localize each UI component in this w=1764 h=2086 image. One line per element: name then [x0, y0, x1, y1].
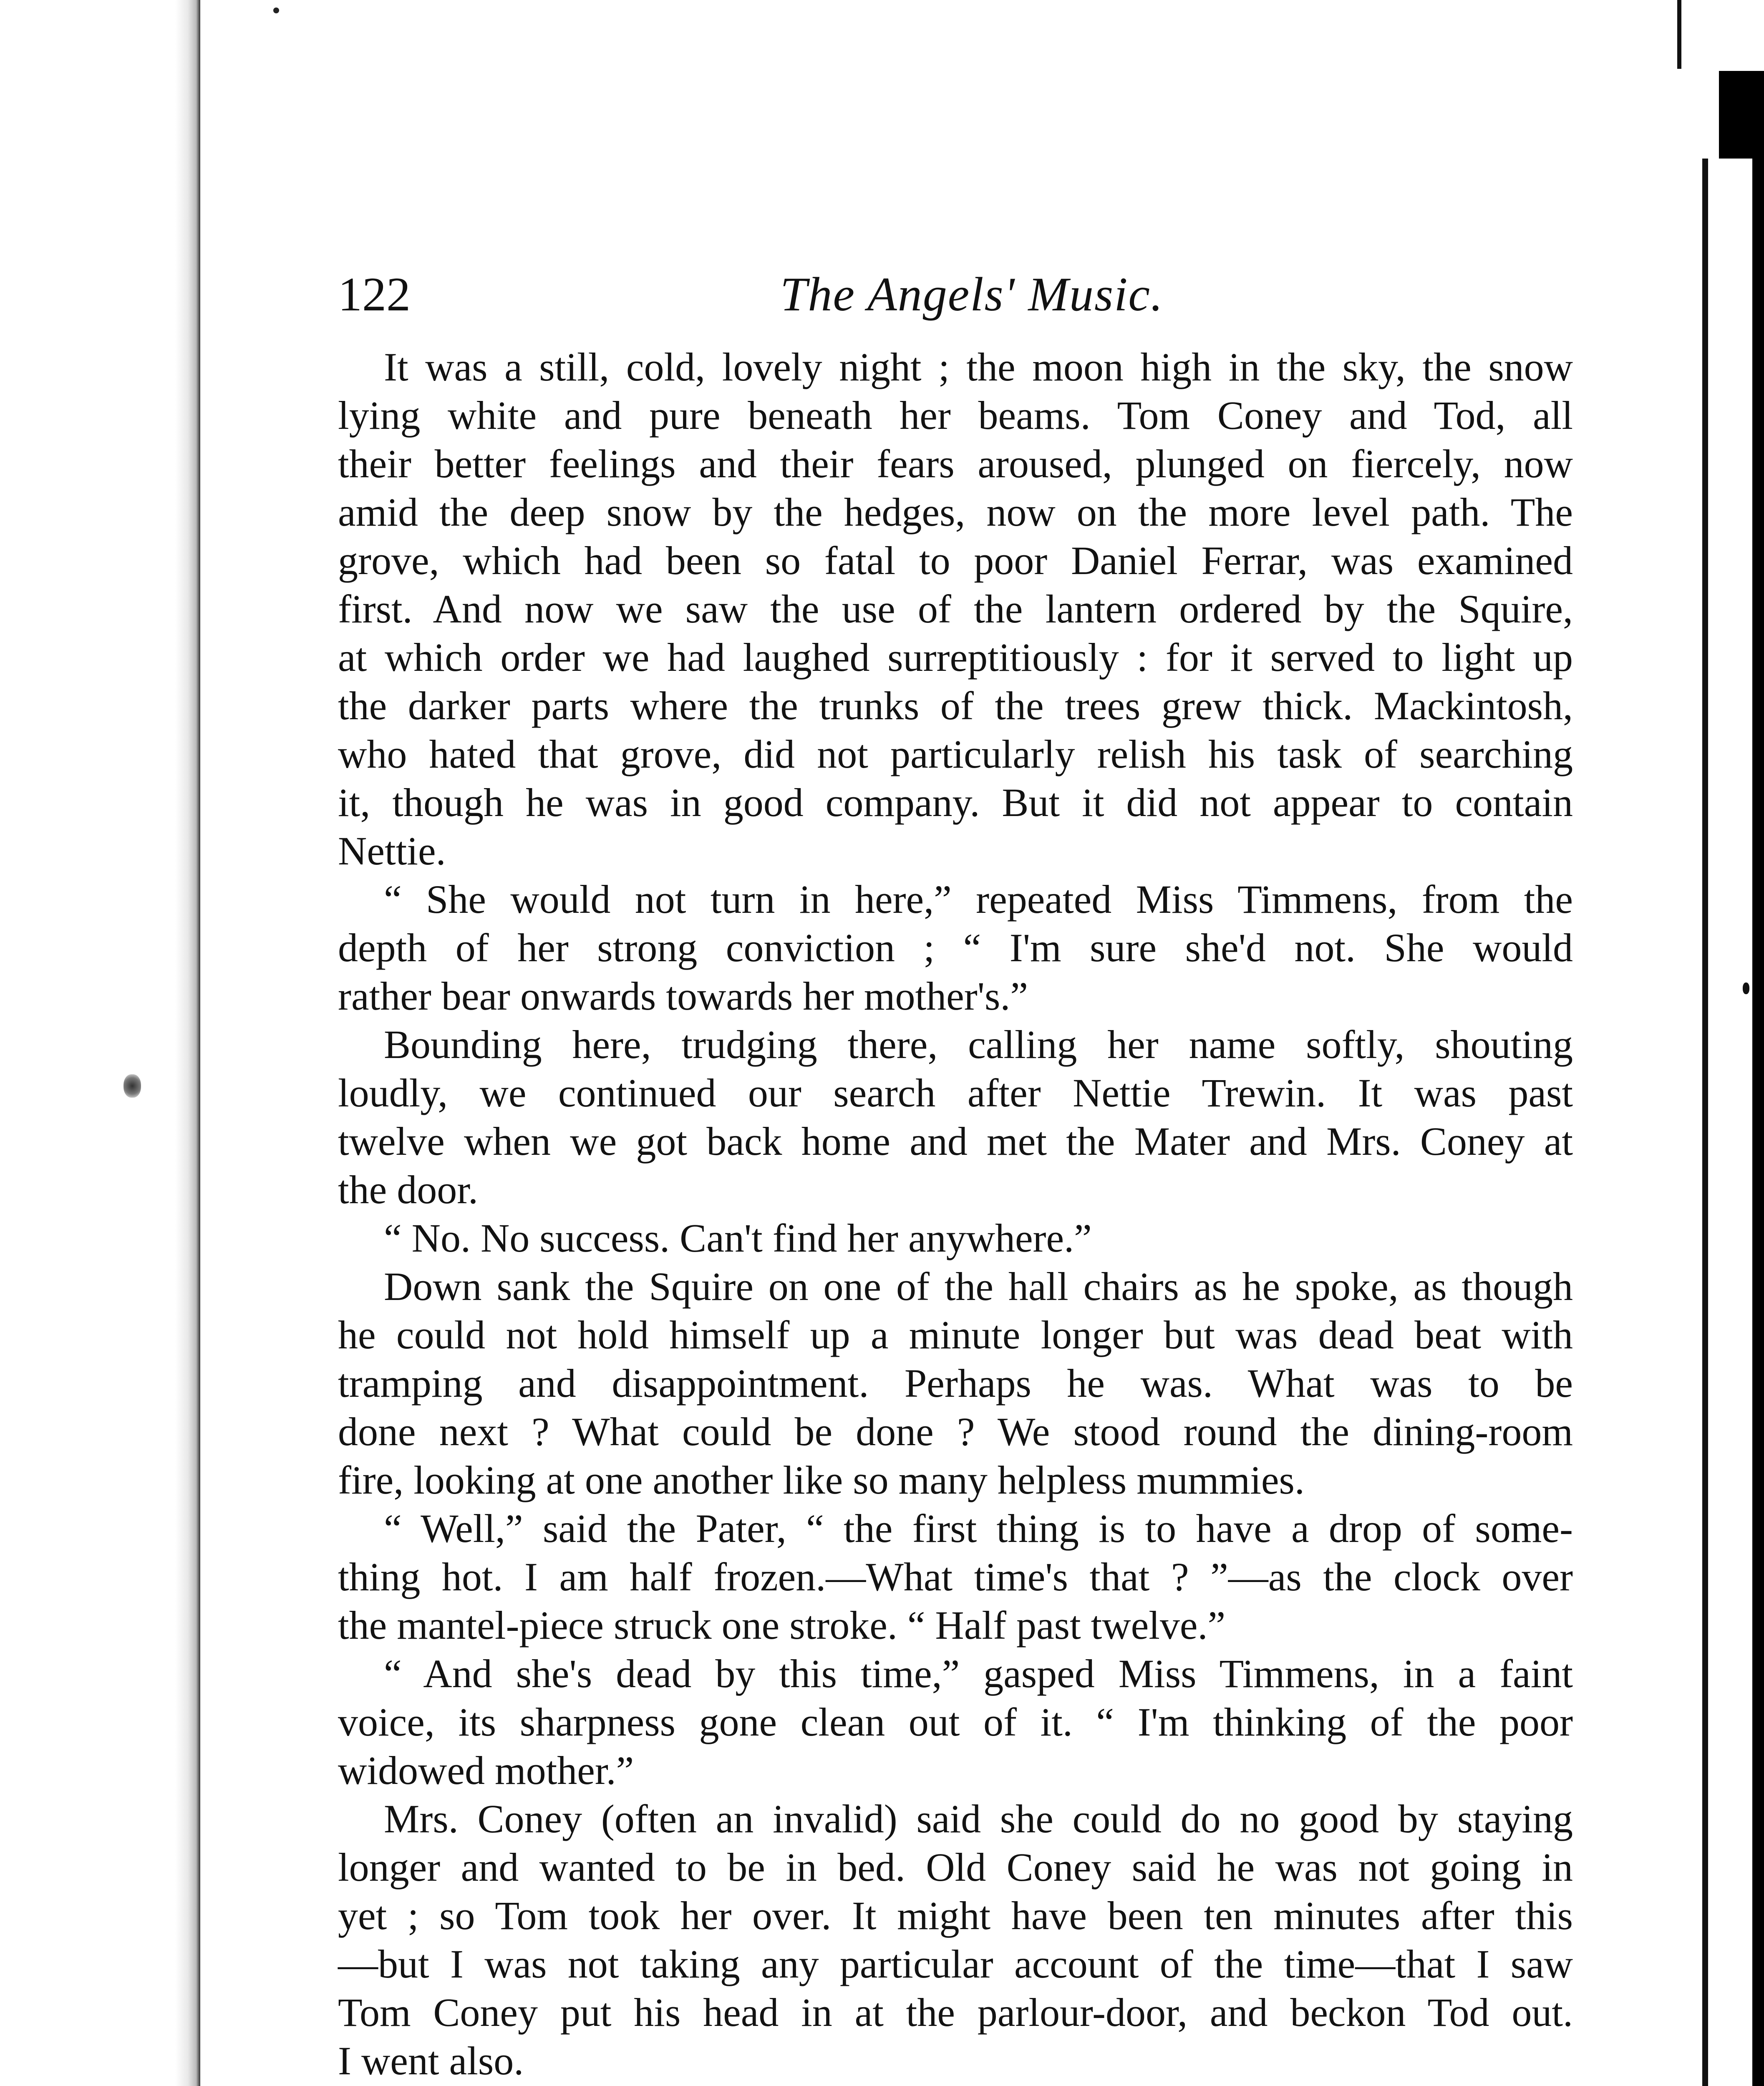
text-line: Tom Coney put his head in at the parlour-door, and beckon Tod out.: [338, 1990, 1573, 2035]
scan-left-margin: [0, 0, 200, 2086]
text-line: “ Well,” said the Pater, “ the first thing is to have a drop of some-: [384, 1506, 1573, 1551]
text-line: Nettie.: [338, 829, 446, 873]
text-line: fire, looking at one another like so many helpless mummies.: [338, 1458, 1305, 1502]
text-line: Mrs. Coney (often an invalid) said she could do no good by staying: [384, 1796, 1573, 1841]
next-page-edge: [1719, 159, 1752, 2086]
page-number: 122: [338, 268, 411, 321]
text-line: rather bear onwards towards her mother's.”: [338, 974, 1028, 1018]
text-line: —but I was not taking any particular account of the time—that I saw: [338, 1942, 1573, 1986]
scan-speck-right: [1743, 983, 1749, 994]
text-line: tramping and disappointment. Perhaps he was. What was to be: [338, 1361, 1573, 1406]
text-line: the darker parts where the trunks of the trees grew thick. Mackintosh,: [338, 683, 1573, 728]
text-line: It was a still, cold, lovely night ; the moon high in the sky, the snow: [384, 345, 1573, 389]
scan-speck: [273, 8, 279, 13]
scan-edge-rule: [1677, 0, 1681, 71]
text-line: he could not hold himself up a minute longer but was dead beat with: [338, 1313, 1573, 1357]
text-line: thing hot. I am half frozen.—What time's that ? ”—as the clock over: [338, 1554, 1573, 1599]
text-line: depth of her strong conviction ; “ I'm sure she'd not. She would: [338, 925, 1573, 970]
text-line: loudly, we continued our search after Nettie Trewin. It was past: [338, 1071, 1573, 1115]
text-line: it, though he was in good company. But it did not appear to contain: [338, 780, 1573, 825]
text-line: twelve when we got back home and met the Mater and Mrs. Coney at: [338, 1119, 1573, 1164]
text-line: their better feelings and their fears aroused, plunged on fiercely, now: [338, 441, 1573, 486]
body-text: [338, 343, 1573, 2086]
running-title: The Angels' Music.: [780, 268, 1164, 321]
text-line: “ She would not turn in here,” repeated Miss Timmens, from the: [384, 877, 1573, 922]
text-line: the door.: [338, 1167, 478, 1212]
text-line: amid the deep snow by the hedges, now on the more level path. The: [338, 490, 1573, 534]
text-line: lying white and pure beneath her beams. Tom Coney and Tod, all: [338, 393, 1573, 438]
text-line: yet ; so Tom took her over. It might have been ten minutes after this: [338, 1893, 1573, 1938]
page-gutter-rule: [1702, 159, 1708, 2086]
text-line: widowed mother.”: [338, 1748, 634, 1793]
text-line: Down sank the Squire on one of the hall chairs as he spoke, as though: [384, 1264, 1573, 1309]
text-line: who hated that grove, did not particularly relish his task of searching: [338, 732, 1573, 776]
text-line: “ And she's dead by this time,” gasped Miss Timmens, in a faint: [384, 1651, 1573, 1696]
text-line: done next ? What could be done ? We stood round the dining-room: [338, 1409, 1573, 1454]
scan-top-margin: [0, 0, 1764, 71]
running-header: [338, 267, 1590, 330]
text-line: voice, its sharpness gone clean out of it. “ I'm thinking of the poor: [338, 1700, 1573, 1744]
text-line: Bounding here, trudging there, calling her name softly, shouting: [384, 1022, 1573, 1067]
text-line: first. And now we saw the use of the lantern ordered by the Squire,: [338, 587, 1573, 631]
text-line: “ No. No success. Can't find her anywhere.”: [384, 1216, 1092, 1260]
text-line: longer and wanted to be in bed. Old Coney said he was not going in: [338, 1845, 1573, 1889]
scan-smudge: [123, 1074, 141, 1098]
text-line: grove, which had been so fatal to poor Daniel Ferrar, was examined: [338, 538, 1573, 583]
text-line: at which order we had laughed surreptitiously : for it served to light up: [338, 635, 1573, 680]
text-line: I went also.: [338, 2038, 524, 2083]
text-line: the mantel-piece struck one stroke. “ Half past twelve.”: [338, 1603, 1226, 1648]
